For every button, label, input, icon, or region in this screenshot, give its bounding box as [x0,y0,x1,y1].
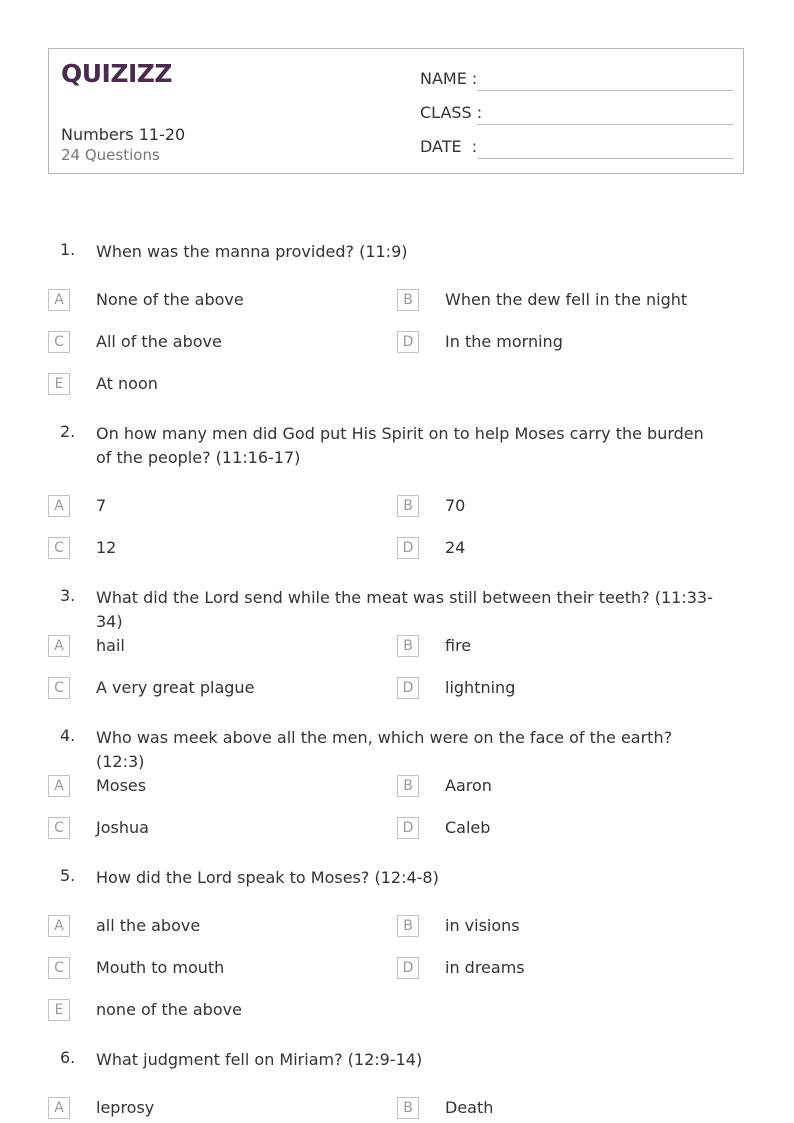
option-text: 7 [96,496,107,515]
option-letter-box[interactable]: D [397,817,419,839]
name-label: NAME : [420,69,478,88]
question-number: 2. [60,422,76,441]
question-text: What did the Lord send while the meat was still between their teeth? (11:33-34) [96,588,713,631]
option-text: Joshua [96,818,149,837]
question-text: What judgment fell on Miriam? (12:9-14) [96,1050,423,1069]
option-text: fire [445,636,472,655]
option-text: At noon [96,374,158,393]
option-text: in visions [445,916,520,935]
option-text: hail [96,636,125,655]
date-line[interactable] [477,158,733,159]
question-number: 1. [60,240,76,259]
name-line[interactable] [477,90,733,91]
option-letter-box[interactable]: B [397,775,419,797]
option-text: Aaron [445,776,492,795]
option-letter-box[interactable]: A [48,775,70,797]
option-letter-box[interactable]: C [48,331,70,353]
option-letter-box[interactable]: B [397,1097,419,1119]
question-count: 24 Questions [61,146,160,164]
option-letter-box[interactable]: E [48,999,70,1021]
question-text: On how many men did God put His Spirit on to help Moses carry the burden of the people? (11:16-17) [96,424,704,467]
option-letter-box[interactable]: A [48,1097,70,1119]
option-text: 12 [96,538,117,557]
option-letter-box[interactable]: A [48,635,70,657]
question-number: 3. [60,586,76,605]
question-number: 5. [60,866,76,885]
option-letter-box[interactable]: C [48,537,70,559]
option-letter-box[interactable]: A [48,915,70,937]
class-line[interactable] [477,124,733,125]
option-letter-box[interactable]: A [48,289,70,311]
option-letter-box[interactable]: D [397,677,419,699]
option-text: All of the above [96,332,222,351]
option-text: Death [445,1098,494,1117]
option-text: all the above [96,916,201,935]
option-letter-box[interactable]: C [48,817,70,839]
question-text: How did the Lord speak to Moses? (12:4-8) [96,868,439,887]
date-label: DATE : [420,137,478,156]
option-letter-box[interactable]: B [397,915,419,937]
option-letter-box[interactable]: C [48,957,70,979]
option-text: 70 [445,496,466,515]
option-letter-box[interactable]: C [48,677,70,699]
option-text: in dreams [445,958,525,977]
option-letter-box[interactable]: B [397,289,419,311]
option-letter-box[interactable]: B [397,635,419,657]
option-text: Caleb [445,818,491,837]
option-text: When the dew fell in the night [445,290,688,309]
option-text: A very great plague [96,678,255,697]
quizizz-logo: QUIZIZZ [61,59,173,88]
question-number: 4. [60,726,76,745]
option-text: Moses [96,776,147,795]
option-letter-box[interactable]: A [48,495,70,517]
option-letter-box[interactable]: D [397,331,419,353]
option-letter-box[interactable]: D [397,537,419,559]
option-text: None of the above [96,290,244,309]
option-letter-box[interactable]: E [48,373,70,395]
class-label: CLASS : [420,103,483,122]
option-text: In the morning [445,332,563,351]
option-text: none of the above [96,1000,242,1019]
option-text: Mouth to mouth [96,958,225,977]
option-text: 24 [445,538,466,557]
option-letter-box[interactable]: D [397,957,419,979]
worksheet-header [48,48,744,174]
question-text: Who was meek above all the men, which were on the face of the earth? (12:3) [96,728,673,771]
worksheet-title: Numbers 11-20 [61,125,186,144]
option-letter-box[interactable]: B [397,495,419,517]
question-text: When was the manna provided? (11:9) [96,242,408,261]
option-text: lightning [445,678,516,697]
question-number: 6. [60,1048,76,1067]
option-text: leprosy [96,1098,155,1117]
